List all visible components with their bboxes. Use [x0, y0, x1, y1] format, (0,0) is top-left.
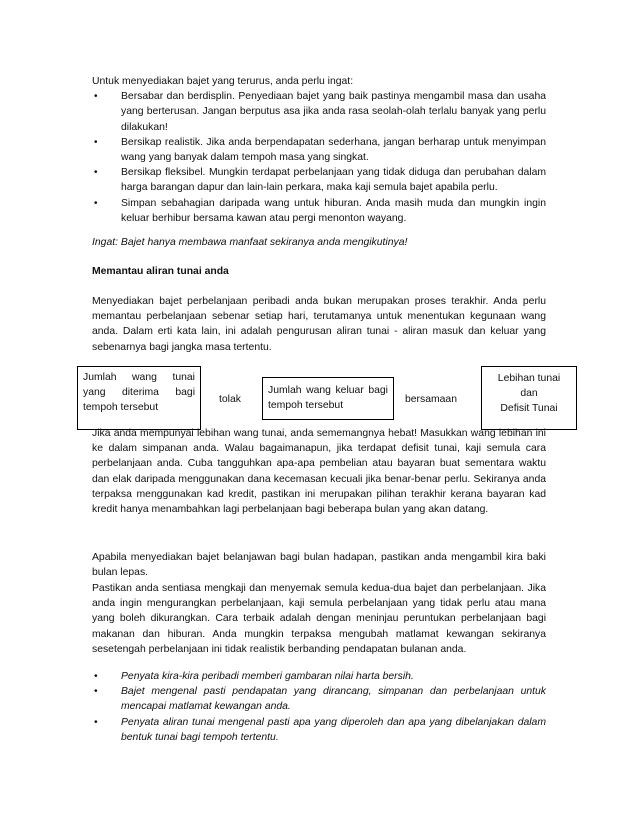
list-item: • Bersikap realistik. Jika anda berpendapatan sederhana, jangan berharap untuk menyimpan wang yang banyak dalam tempoh masa yang singkat. [92, 135, 546, 165]
list-item: • Penyata aliran tunai mengenal pasti apa yang diperoleh dan apa yang dibelanjakan dalam bentuk tunai bagi tempoh tertentu. [92, 715, 546, 745]
formula-cash-out-box: Jumlah wang keluar bagi tempoh tersebut [262, 377, 394, 420]
list-item: • Bersabar dan berdisplin. Penyediaan bajet yang baik pastinya mengambil masa dan usaha yang berterusan. Jangan berputus asa jika anda rasa seolah-olah terlalu banyak yang perlu dilakukan! [92, 89, 546, 135]
tips-list [92, 89, 546, 226]
list-item: • Bajet mengenal pasti pendapatan yang dirancang, simpanan dan perbelanjaan untuk mencapai matlamat kewangan anda. [92, 684, 546, 714]
formula-result-box [481, 366, 577, 430]
list-item: • Simpan sebahagian daripada wang untuk hiburan. Anda masih muda dan mungkin ingin keluar berhibur bersama kawan atau pergi menonton wayang. [92, 196, 546, 226]
formula-cash-in-box: Jumlah wang tunai yang diterima bagi tempoh tersebut [77, 366, 201, 430]
result-line: Defisit Tunai [500, 403, 558, 415]
formula-minus-label: tolak [219, 394, 241, 405]
paragraph: Jika anda mempunyai lebihan wang tunai, anda sememangnya hebat! Masukkan wang lebihan ini ke dalam simpanan anda. Walau bagaimanapun, jika terdapat defisit tunai, kaji semula cara perbelanjaan anda. Cuba tangguhkan apa-apa pembelian atau bayaran buat sementara waktu dan elak daripada menggunakan dana kecemasan kecuali jika benar-benar perlu. Sekiranya anda terpaksa menggunakan kad kredit, pastikan ini merupakan pilihan terakhir kerana bayaran kad kredit hanya menambahkan lagi perbelanjaan bagi beberapa bulan yang akan datang. [92, 428, 546, 516]
paragraph: Apabila menyediakan bajet belanjawan bagi bulan hadapan, pastikan anda mengambil kira baki bulan lepas. [92, 552, 546, 579]
formula-equals-label: bersamaan [405, 394, 457, 405]
list-item: • Bersikap fleksibel. Mungkin terdapat perbelanjaan yang tidak diduga dan perubahan dalam harga barangan dapur dan lain-lain perkara, maka kaji semula bajet apabila perlu. [92, 165, 546, 195]
list-item: • Penyata kira-kira peribadi memberi gambaran nilai harta bersih. [92, 669, 546, 684]
summary-list [92, 669, 546, 745]
intro-lead: Untuk menyediakan bajet yang terurus, anda perlu ingat: [92, 76, 354, 87]
paragraph: Menyediakan bajet perbelanjaan peribadi anda bukan merupakan proses terakhir. Anda perlu memantau perbelanjaan sebenar setiap hari, terutamanya untuk menentukan kegunaan wang anda. Dalam erti kata lain, ini adalah pengurusan aliran tunai - aliran masuk dan keluar yang sebenarnya bagi jangka masa tertentu. [92, 296, 546, 353]
intro-section [92, 74, 546, 226]
summary-section [92, 669, 546, 745]
paragraph: Pastikan anda sentiasa mengkaji dan menyemak semula kedua-dua bajet dan perbelanjaan. Jika anda ingin mengurangkan perbelanjaan, kaji semula perbelanjaan yang tidak perlu atau mana yang boleh dikurangkan. Cara terbaik adalah dengan meninjau peruntukan perbelanjaan bagi makanan dan hiburan. Anda mungkin terpaksa mengubah matlamat kewangan sekiranya sesetengah perbelanjaan ini tidak realistik berbanding pendapatan bulanan anda. [92, 583, 546, 655]
reminder-note: Ingat: Bajet hanya membawa manfaat sekiranya anda mengikutinya! [92, 237, 408, 248]
result-line: Lebihan tunai [497, 373, 561, 384]
result-line: dan [520, 388, 538, 400]
section-heading: Memantau aliran tunai anda [92, 266, 229, 277]
